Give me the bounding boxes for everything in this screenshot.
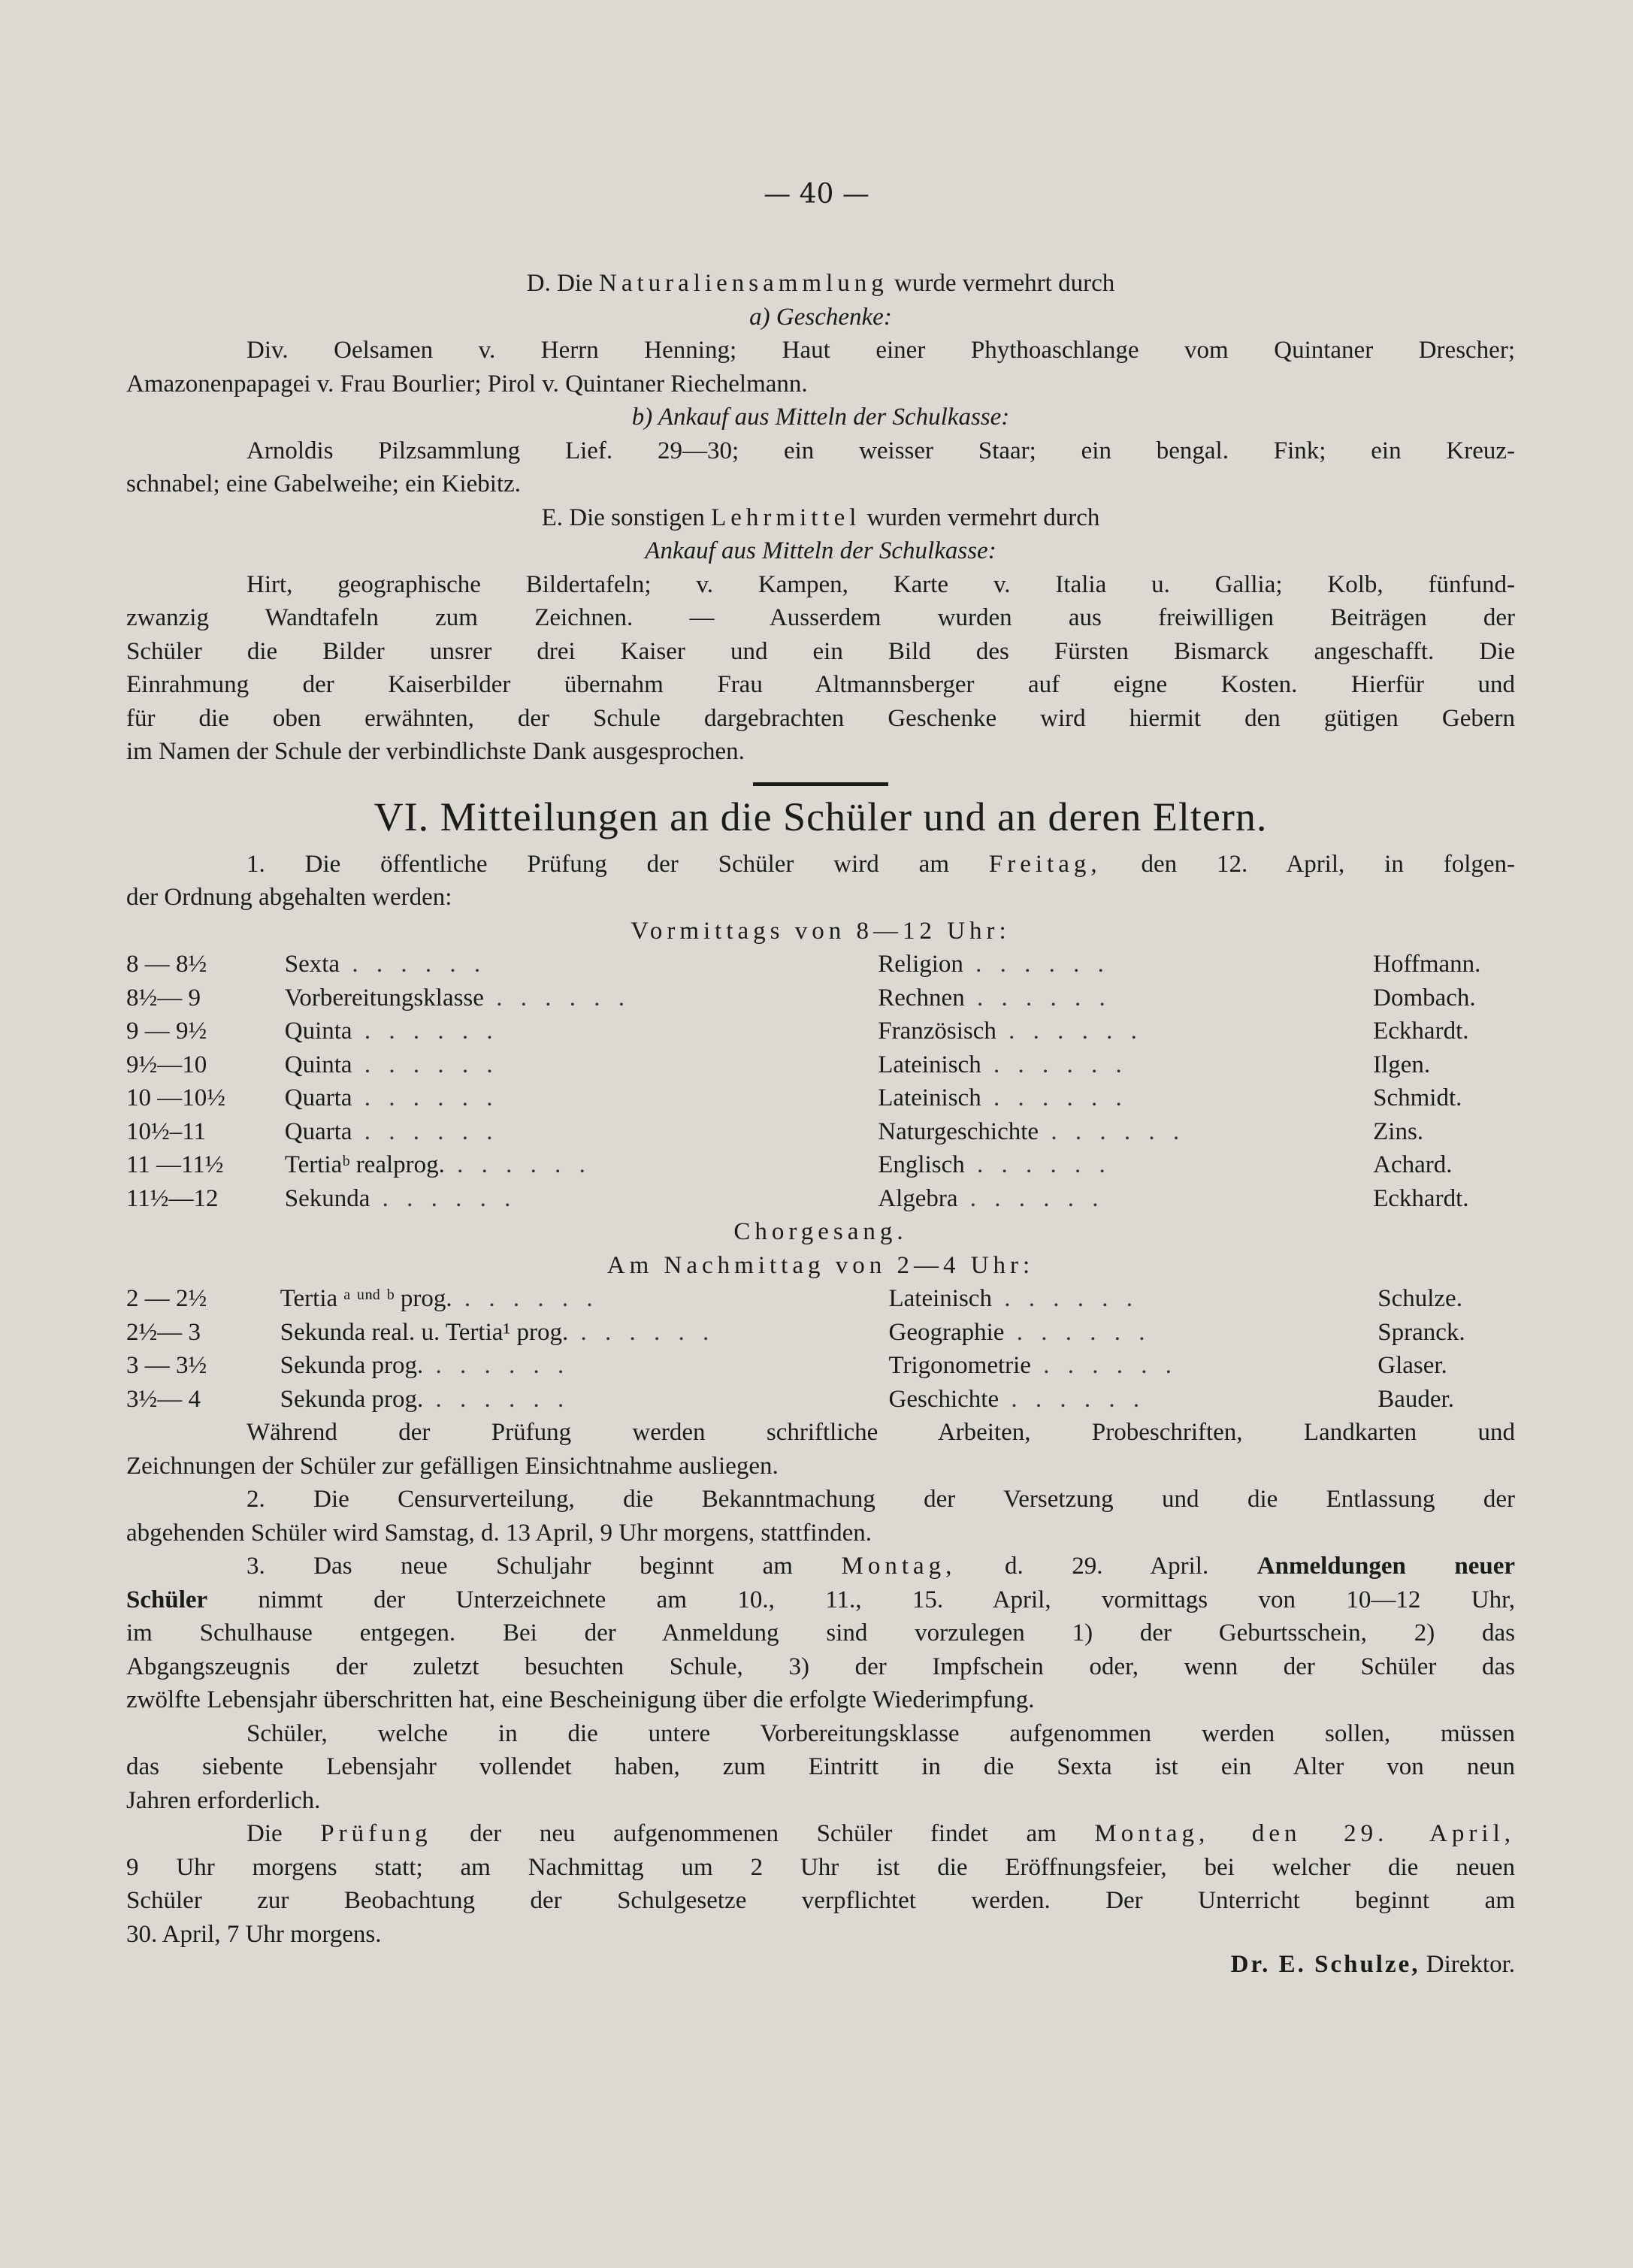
schedule-time <box>126 1081 285 1115</box>
schedule-class-text: Tertia ᵃ ᵘⁿᵈ ᵇ prog. <box>280 1285 452 1312</box>
item-3-post: d. 29. April. <box>1004 1553 1209 1580</box>
schedule-time <box>126 1148 285 1182</box>
schedule-teacher <box>1377 1316 1515 1350</box>
leader-dots: . . . . . . <box>1030 1352 1178 1379</box>
schedule-teacher-text: Spranck. <box>1377 1318 1465 1346</box>
schedule-time <box>126 1282 280 1316</box>
exam-spaced: Prüfung <box>320 1820 432 1847</box>
item-1-line-1 <box>126 848 1515 881</box>
schedule-row <box>126 1316 1515 1350</box>
schedule-time <box>126 1015 285 1048</box>
item-3-line-4: Abgangszeugnis der zuletzt besuchten Schule, 3) der Impfschein oder, wenn der Schüler das <box>126 1653 1515 1680</box>
section-d-sub-a: a) Geschenke: <box>749 303 892 331</box>
schedule-teacher <box>1373 1182 1515 1216</box>
schedule-time <box>126 1048 285 1082</box>
leader-dots: . . . . . . <box>352 1117 499 1145</box>
leader-dots: . . . . . . <box>999 1385 1146 1413</box>
item-3-line-5: zwölfte Lebensjahr überschritten hat, eine Bescheinigung über die erfolgte Wiederimpfung. <box>126 1686 1035 1713</box>
schedule-teacher <box>1377 1282 1515 1316</box>
section-e-line-5: für die oben erwähnten, der Schule dargebrachten Geschenke wird hiermit den gütigen Gebern <box>126 704 1515 732</box>
item-1-spaced: Freitag, <box>988 850 1102 878</box>
leader-dots: . . . . . . <box>352 1051 499 1078</box>
afternoon-title: Am Nachmittag von 2—4 Uhr: <box>606 1251 1035 1279</box>
schedule-teacher-text: Eckhardt. <box>1373 1184 1469 1212</box>
schedule-time <box>126 981 285 1015</box>
section-d-purchase-line-2: schnabel; eine Gabelweihe; ein Kiebitz. <box>126 470 522 497</box>
leader-dots: . . . . . . <box>991 1285 1139 1312</box>
section-e-heading-pre: E. Die sonstigen <box>541 503 705 531</box>
item-3-line-2 <box>126 1583 1515 1617</box>
schedule-row <box>126 948 1515 981</box>
schedule-row <box>126 1048 1515 1082</box>
schedule-teacher-text: Schulze. <box>1377 1285 1462 1312</box>
schedule-time-text: 11½—12 <box>126 1184 219 1212</box>
schedule-time-text: 9½—10 <box>126 1051 207 1078</box>
schedule-teacher <box>1373 1081 1515 1115</box>
schedule-time-text: 8½— 9 <box>126 984 201 1012</box>
pupils-line-2: das siebente Lebensjahr vollendet haben, zum Eintritt in die Sexta ist ein Alter von neun <box>126 1753 1515 1780</box>
section-d-heading-pre: D. Die <box>526 270 593 297</box>
schedule-subject <box>878 1015 1373 1048</box>
exam-pre: Die <box>246 1820 283 1847</box>
schedule-time-text: 2 — 2½ <box>126 1285 207 1312</box>
schedule-class-text: Sexta <box>284 951 340 978</box>
schedule-row <box>126 981 1515 1015</box>
schedule-teacher <box>1373 1115 1515 1149</box>
leader-dots: . . . . . . <box>452 1285 599 1312</box>
schedule-time-text: 9 — 9½ <box>126 1018 207 1045</box>
schedule-teacher-text: Eckhardt. <box>1373 1018 1469 1045</box>
item-1-line-2: der Ordnung abgehalten werden: <box>126 884 452 911</box>
section-vi-heading: VI. Mitteilungen an die Schüler und an deren Eltern. <box>373 794 1268 839</box>
leader-dots: . . . . . . <box>981 1051 1128 1078</box>
section-d-heading-spaced: Naturaliensammlung <box>599 270 888 297</box>
schedule-row <box>126 1383 1515 1417</box>
schedule-class <box>280 1282 889 1316</box>
section-e-line-6: im Namen der Schule der verbindlichste Dank ausgesprochen. <box>126 738 745 765</box>
schedule-time <box>126 1115 285 1149</box>
signature-name: Dr. E. Schulze, <box>1230 1951 1420 1978</box>
exam-spaced-2: Montag, den 29. April, <box>1094 1820 1515 1847</box>
schedule-row <box>126 1081 1515 1115</box>
exam-line-1 <box>126 1817 1515 1851</box>
schedule-subject-text: Geographie <box>888 1318 1005 1346</box>
schedule-class <box>285 1015 878 1048</box>
schedule-subject-text: Lateinisch <box>878 1051 981 1078</box>
schedule-class-text: Sekunda real. u. Tertia¹ prog. <box>280 1318 569 1346</box>
section-e-line-1: Hirt, geographische Bildertafeln; v. Kampen, Karte v. Italia u. Gallia; Kolb, fünfund- <box>246 570 1515 598</box>
schedule-teacher <box>1377 1383 1515 1417</box>
schedule-subject-text: Naturgeschichte <box>878 1117 1039 1145</box>
section-e-heading-post: wurden vermehrt durch <box>866 503 1100 531</box>
leader-dots: . . . . . . <box>957 1184 1105 1212</box>
afternoon-schedule <box>126 1282 1515 1416</box>
schedule-time-text: 10 —10½ <box>126 1084 225 1111</box>
schedule-class-text: Quinta <box>284 1051 352 1078</box>
schedule-class <box>285 948 878 981</box>
schedule-row <box>126 1148 1515 1182</box>
schedule-subject <box>889 1383 1378 1417</box>
schedule-teacher <box>1373 1015 1515 1048</box>
during-line-1: Während der Prüfung werden schriftliche Arbeiten, Probeschriften, Landkarten und <box>246 1419 1515 1446</box>
schedule-time-text: 10½–11 <box>126 1117 207 1145</box>
section-d-sub-b: b) Ankauf aus Mitteln der Schulkasse: <box>631 404 1010 431</box>
leader-dots: . . . . . . <box>444 1151 591 1178</box>
leader-dots: . . . . . . <box>352 1018 499 1045</box>
signature-title: Direktor. <box>1426 1951 1515 1978</box>
leader-dots: . . . . . . <box>568 1318 715 1346</box>
leader-dots: . . . . . . <box>483 984 631 1012</box>
schedule-subject <box>889 1349 1378 1383</box>
schedule-subject <box>878 1148 1373 1182</box>
leader-dots: . . . . . . <box>423 1352 570 1379</box>
item-1-pre: 1. Die öffentliche Prüfung der Schüler wird am <box>246 850 949 878</box>
schedule-teacher-text: Glaser. <box>1377 1352 1447 1379</box>
schedule-teacher-text: Achard. <box>1373 1151 1453 1178</box>
morning-title: Vormittags von 8—12 Uhr: <box>631 917 1011 945</box>
schedule-class <box>285 1115 878 1149</box>
item-3-spaced: Montag, <box>841 1553 957 1580</box>
schedule-subject-text: Religion <box>878 951 963 978</box>
schedule-row <box>126 1115 1515 1149</box>
schedule-subject <box>889 1282 1378 1316</box>
section-e-line-3: Schüler die Bilder unsrer drei Kaiser und ein Bild des Fürsten Bismarck angeschafft. Die <box>126 637 1515 665</box>
pupils-line-3: Jahren erforderlich. <box>126 1786 321 1814</box>
schedule-subject <box>889 1316 1378 1350</box>
schedule-class <box>285 1182 878 1216</box>
signature <box>126 1948 1515 1982</box>
during-line-2: Zeichnungen der Schüler zur gefälligen Einsichtnahme ausliegen. <box>126 1452 779 1480</box>
schedule-subject-text: Lateinisch <box>888 1285 992 1312</box>
leader-dots: . . . . . . <box>964 984 1111 1012</box>
leader-dots: . . . . . . <box>981 1084 1128 1111</box>
schedule-class-text: Sekunda prog. <box>280 1385 424 1413</box>
exam-line-3: Schüler zur Beobachtung der Schulgesetze verpflichtet werden. Der Unterricht beginnt am <box>126 1887 1515 1914</box>
leader-dots: . . . . . . <box>1004 1318 1151 1346</box>
schedule-time-text: 3 — 3½ <box>126 1352 207 1379</box>
schedule-teacher-text: Dombach. <box>1373 984 1476 1012</box>
schedule-row <box>126 1282 1515 1316</box>
section-d-gifts-line-2: Amazonenpapagei v. Frau Bourlier; Pirol v. Quintaner Riechelmann. <box>126 370 808 398</box>
section-e-line-2: zwanzig Wandtafeln zum Zeichnen. — Ausserdem wurden aus freiwilligen Beiträgen der <box>126 604 1515 631</box>
item-3-line-3: im Schulhause entgegen. Bei der Anmeldung sind vorzulegen 1) der Geburtsschein, 2) das <box>126 1619 1515 1647</box>
schedule-teacher <box>1373 1148 1515 1182</box>
schedule-row <box>126 1349 1515 1383</box>
schedule-class-text: Quarta <box>284 1084 352 1111</box>
leader-dots: . . . . . . <box>370 1184 517 1212</box>
schedule-subject-text: Französisch <box>878 1018 996 1045</box>
schedule-time <box>126 1349 280 1383</box>
section-divider <box>753 782 888 786</box>
leader-dots: . . . . . . <box>423 1385 570 1413</box>
schedule-time-text: 8 — 8½ <box>126 951 207 978</box>
leader-dots: . . . . . . <box>964 1151 1111 1178</box>
schedule-subject <box>878 1182 1373 1216</box>
leader-dots: . . . . . . <box>352 1084 499 1111</box>
item-3-pre: 3. Das neue Schuljahr beginnt am <box>246 1553 793 1580</box>
schedule-teacher <box>1373 981 1515 1015</box>
schedule-teacher-text: Ilgen. <box>1373 1051 1431 1078</box>
schedule-class-text: Quarta <box>284 1117 352 1145</box>
schedule-teacher <box>1373 1048 1515 1082</box>
schedule-class <box>285 1081 878 1115</box>
section-e-line-4: Einrahmung der Kaiserbilder übernahm Frau Altmannsberger auf eigne Kosten. Hierfür und <box>126 671 1515 698</box>
section-e-sub: Ankauf aus Mitteln der Schulkasse: <box>645 537 996 564</box>
schedule-class-text: Tertiaᵇ realprog. <box>284 1151 445 1178</box>
schedule-class <box>280 1349 889 1383</box>
page-content <box>126 267 1515 1982</box>
schedule-row <box>126 1015 1515 1048</box>
leader-dots: . . . . . . <box>1039 1117 1186 1145</box>
chorgesang: Chorgesang. <box>733 1218 908 1245</box>
schedule-subject-text: Rechnen <box>878 984 965 1012</box>
schedule-subject-text: Geschichte <box>888 1385 999 1413</box>
exam-mid: der neu aufgenommenen Schüler findet am <box>470 1820 1057 1847</box>
leader-dots: . . . . . . <box>340 951 487 978</box>
schedule-time <box>126 1182 285 1216</box>
schedule-class-text: Quinta <box>284 1018 352 1045</box>
schedule-subject-text: Englisch <box>878 1151 965 1178</box>
schedule-subject <box>878 1115 1373 1149</box>
schedule-subject <box>878 981 1373 1015</box>
exam-line-4: 30. April, 7 Uhr morgens. <box>126 1920 382 1948</box>
schedule-class <box>280 1316 889 1350</box>
item-3-line-2-text: nimmt der Unterzeichnete am 10., 11., 15. April, vormittags von 10—12 Uhr, <box>258 1586 1515 1613</box>
schedule-time <box>126 1383 280 1417</box>
section-d-purchase-line-1: Arnoldis Pilzsammlung Lief. 29—30; ein weisser Staar; ein bengal. Fink; ein Kreuz- <box>246 437 1515 464</box>
schedule-subject <box>878 948 1373 981</box>
exam-line-2: 9 Uhr morgens statt; am Nachmittag um 2 Uhr ist die Eröffnungsfeier, bei welcher die neuen <box>126 1853 1515 1881</box>
item-3-bold-2: Schüler <box>126 1586 208 1613</box>
item-3-line-1 <box>126 1550 1515 1583</box>
schedule-class <box>280 1383 889 1417</box>
leader-dots: . . . . . . <box>963 951 1110 978</box>
schedule-time-text: 11 —11½ <box>126 1151 224 1178</box>
page-number: — 40 — <box>764 179 869 210</box>
schedule-subject-text: Lateinisch <box>878 1084 981 1111</box>
schedule-teacher-text: Zins. <box>1373 1117 1424 1145</box>
schedule-subject <box>878 1081 1373 1115</box>
schedule-time-text: 3½— 4 <box>126 1385 201 1413</box>
section-d-gifts-line-1: Div. Oelsamen v. Herrn Henning; Haut einer Phythoaschlange vom Quintaner Drescher; <box>246 337 1515 364</box>
schedule-row <box>126 1182 1515 1216</box>
schedule-time-text: 2½— 3 <box>126 1318 201 1346</box>
schedule-subject <box>878 1048 1373 1082</box>
schedule-class <box>285 981 878 1015</box>
schedule-class-text: Vorbereitungsklasse <box>284 984 484 1012</box>
leader-dots: . . . . . . <box>996 1018 1143 1045</box>
schedule-class <box>285 1048 878 1082</box>
item-3-bold-1: Anmeldungen neuer <box>1257 1553 1516 1580</box>
schedule-subject-text: Trigonometrie <box>888 1352 1031 1379</box>
schedule-time <box>126 1316 280 1350</box>
section-d-heading <box>126 267 1515 301</box>
item-2-line-2: abgehenden Schüler wird Samstag, d. 13 April, 9 Uhr morgens, stattfinden. <box>126 1519 872 1547</box>
schedule-teacher <box>1373 948 1515 981</box>
section-e-heading <box>126 501 1515 535</box>
pupils-line-1: Schüler, welche in die untere Vorbereitungsklasse aufgenommen werden sollen, müssen <box>246 1719 1515 1747</box>
schedule-time <box>126 948 285 981</box>
morning-schedule <box>126 948 1515 1215</box>
schedule-class <box>285 1148 878 1182</box>
schedule-teacher <box>1377 1349 1515 1383</box>
section-e-heading-spaced: Lehrmittel <box>711 503 861 531</box>
schedule-teacher-text: Bauder. <box>1377 1385 1454 1413</box>
section-d-heading-post: wurde vermehrt durch <box>894 270 1115 297</box>
schedule-teacher-text: Schmidt. <box>1373 1084 1462 1111</box>
schedule-class-text: Sekunda <box>284 1184 370 1212</box>
item-2-line-1: 2. Die Censurverteilung, die Bekanntmachung der Versetzung und die Entlassung der <box>246 1486 1515 1513</box>
schedule-teacher-text: Hoffmann. <box>1373 951 1481 978</box>
schedule-subject-text: Algebra <box>878 1184 958 1212</box>
schedule-class-text: Sekunda prog. <box>280 1352 424 1379</box>
item-1-post: den 12. April, in folgen- <box>1141 850 1516 878</box>
